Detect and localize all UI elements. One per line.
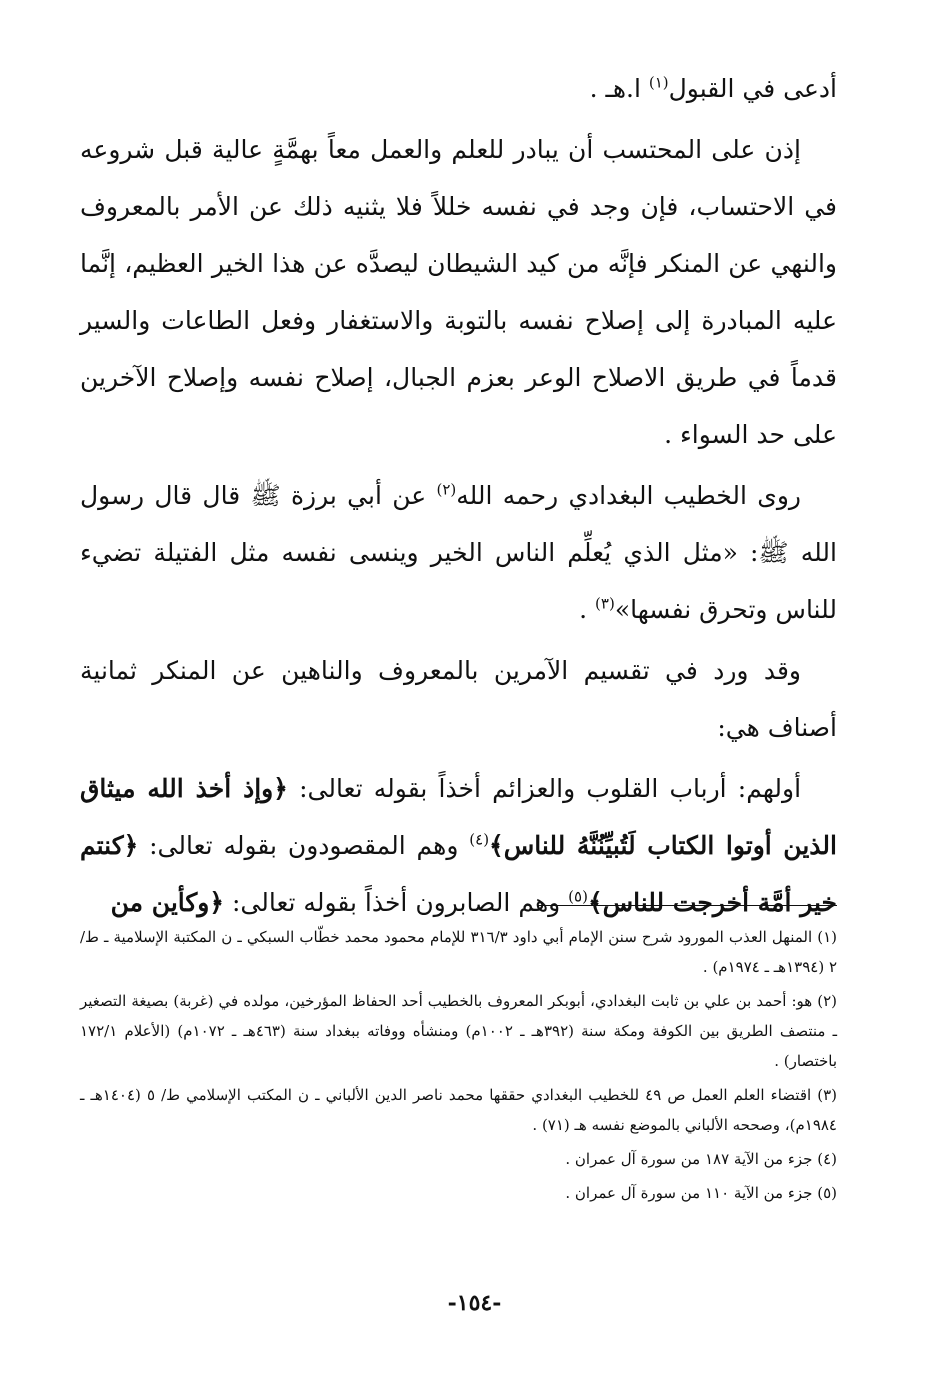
quran-quote-2: ﴿كنتم خير أمَّة أخرجت للناس﴾	[80, 831, 837, 917]
footnote-ref-4[interactable]: (٤)	[469, 830, 490, 849]
footnote-5: (٥) جزء من الآية ١١٠ من سورة آل عمران .	[565, 1184, 837, 1202]
quran-quote-3: ﴿وكأين من	[110, 888, 225, 917]
footnote-4: (٤) جزء من الآية ١٨٧ من سورة آل عمران .	[565, 1150, 837, 1168]
footnote-1: (١) المنهل العذب المورود شرح سنن الإمام أبي داود ٣١٦/٣ للإمام محمود محمد خطّاب السبكي ـ ن المكتبة الإسلامية ـ ط/ ٢ (١٣٩٤هـ ـ ١٩٧٤م) .	[80, 928, 837, 976]
paragraph-3: روى الخطيب البغدادي رحمه الله$^{(٢)}$ عن أبي برزة ﷺ قال قال رسول الله ﷺ: «مثل الذي يُعلِّم الناس الخير وينسى نفسه مثل الفتيلة تضيء للناس وتحرق نفسها»$^{(٣)}$ .	[80, 480, 837, 624]
footnote-ref-1[interactable]: (١)	[648, 73, 669, 92]
paragraph-4: وقد ورد في تقسيم الآمرين بالمعروف والناهين عن المنكر ثمانية أصناف هي:	[80, 656, 837, 742]
footnote-separator	[537, 905, 837, 906]
paragraph-5: أولهم: أرباب القلوب والعزائم أخذاً بقوله تعالى: ﴿وإذ أخذ الله ميثاق الذين أوتوا الكتاب لَتُبيِّنُنَّهُ للناس﴾$^{(٤)}$ وهم المقصودون بقوله تعالى: ﴿كنتم خير أمَّة أخرجت للناس﴾$^{(٥)}$ وهم الصابرون أخذاً بقوله تعالى: ﴿وكأين من	[80, 774, 837, 917]
paragraph-1: أدعى في القبول$^{(١)}$ ا.هـ .	[589, 73, 837, 103]
footnote-3: (٣) اقتضاء العلم العمل ص ٤٩ للخطيب البغدادي حققها محمد ناصر الدين الألباني ـ ن المكتب الإسلامي ط/ ٥ (١٤٠٤هـ ـ ١٩٨٤م)، وصححه الألباني بالموضع نفسه هـ (٧١) .	[80, 1086, 838, 1134]
footnotes	[80, 922, 837, 1212]
page-number: -١٥٤-	[447, 1290, 502, 1316]
footnote-ref-3[interactable]: (٣)	[595, 594, 615, 613]
main-text	[80, 60, 837, 931]
paragraph-2: إذن على المحتسب أن يبادر للعلم والعمل معاً بهمَّةٍ عالية قبل شروعه في الاحتساب، فإن وجد في نفسه خللاً فلا يثنيه ذلك عن الأمر بالمعروف والنهي عن المنكر فإنَّه من كيد الشيطان ليصدَّه عن هذا الخير العظيم، إنَّما عليه المبادرة إلى إصلاح نفسه بالتوبة والاستغفار وفعل الطاعات والسير قدماً في طريق الاصلاح الوعر بعزم الجبال، إصلاح نفسه وإصلاح الآخرين على حد السواء .	[80, 135, 837, 449]
quran-quote-1: ﴿وإذ أخذ الله ميثاق الذين أوتوا الكتاب لَتُبيِّنُنَّهُ للناس﴾	[80, 774, 837, 860]
footnote-ref-2[interactable]: (٢)	[436, 480, 457, 499]
footnote-ref-5[interactable]: (٥)	[568, 887, 588, 906]
footnote-2: (٢) هو: أحمد بن علي بن ثابت البغدادي، أبوبكر المعروف بالخطيب أحد الحفاظ المؤرخين، مولده في (غربة) بصيغة التصغير ـ منتصف الطريق بين الكوفة ومكة سنة (٣٩٢هـ ـ ١٠٠٢م) ومنشأه ووفاته ببغداد سنة (٤٦٣هـ ـ ١٠٧٢م) (الأعلام ١٧٢/١ باختصار) .	[80, 992, 838, 1070]
